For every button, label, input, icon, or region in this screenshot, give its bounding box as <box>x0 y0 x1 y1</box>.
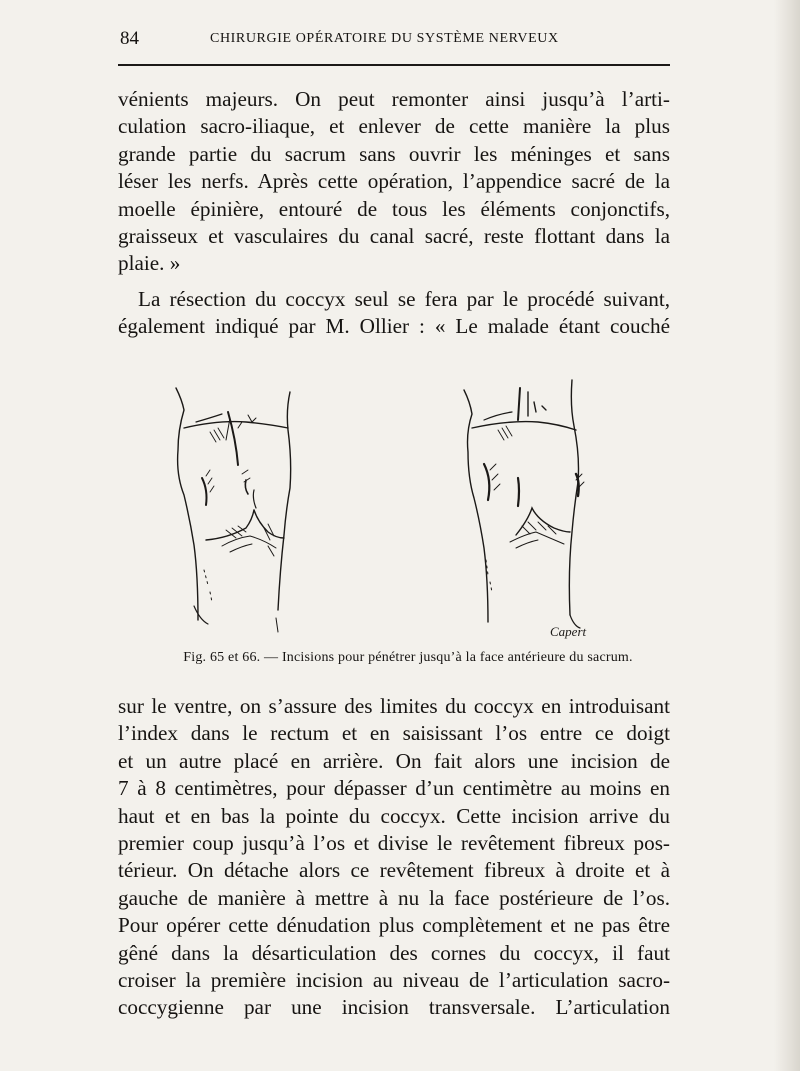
text-line: haut et en bas la pointe du coccyx. Cette incision arrive du <box>118 803 670 828</box>
running-head: CHIRURGIE OPÉRATOIRE DU SYSTÈME NERVEUX <box>210 31 559 46</box>
text-line: 7 à 8 centimètres, pour dépasser d’un centimètre au moins en <box>118 776 670 801</box>
figure-drawings <box>118 370 670 645</box>
text-line: sur le ventre, on s’assure des limites du coccyx en introduisant <box>118 694 670 718</box>
text-line: graisseux et vasculaires du canal sacré, reste flottant dans la <box>118 223 670 248</box>
text-line: térieur. On détache alors ce revêtement fibreux à droite et à <box>118 858 670 883</box>
text-line: l’index dans le rectum et en saisissant l’os entre ce doigt <box>118 721 670 746</box>
page-number: 84 <box>120 28 139 49</box>
page-edge-shadow <box>774 0 800 1071</box>
text-line: gauche de manière à mettre à nu la face postérieure de l’os. <box>118 885 670 910</box>
text-line: gêné dans la désarticulation des cornes du coccyx, il faut <box>118 940 670 965</box>
text-line: culation sacro-iliaque, et enlever de cette manière la plus <box>118 114 670 139</box>
text-line: moelle épinière, entouré de tous les éléments conjonctifs, <box>118 196 670 221</box>
figure-caption <box>0 650 800 666</box>
text-line: croiser la première incision au niveau de l’articulation sacro- <box>118 967 670 992</box>
text-line: léser les nerfs. Après cette opération, l’appendice sacré de la <box>118 169 670 194</box>
figure-hatching <box>206 426 584 540</box>
text-line: coccygienne par une incision transversale. L’articulation <box>118 995 670 1020</box>
page-header <box>118 28 670 50</box>
text-line: La résection du coccyx seul se fera par le procédé suivant, <box>138 287 670 311</box>
text-line: premier coup jusqu’à l’os et divise le revêtement fibreux pos- <box>118 830 670 855</box>
engraver-signature: Capert <box>550 624 587 639</box>
paragraph-procedure <box>118 693 670 1022</box>
paragraph-continued <box>118 86 670 278</box>
figure-65-drawing <box>176 388 291 632</box>
figure-65-66 <box>118 370 670 645</box>
paragraph-coccyx-resection <box>118 286 670 341</box>
text-line: plaie. » <box>118 251 181 276</box>
text-line: grande partie du sacrum sans ouvrir les méninges et sans <box>118 141 670 166</box>
text-line: vénients majeurs. On peut remonter ainsi jusqu’à l’arti- <box>118 87 670 111</box>
text-line: et un autre placé en arrière. On fait alors une incision de <box>118 748 670 773</box>
text-line: Pour opérer cette dénudation plus complètement et ne pas être <box>118 913 670 938</box>
figure-caption-text: Fig. 65 et 66. — Incisions pour pénétrer jusqu’à la face antérieure du sacrum. <box>183 650 633 665</box>
text-line: également indiqué par M. Ollier : « Le malade étant couché <box>118 314 670 339</box>
figure-66-drawing <box>464 380 580 628</box>
header-rule <box>118 64 670 66</box>
